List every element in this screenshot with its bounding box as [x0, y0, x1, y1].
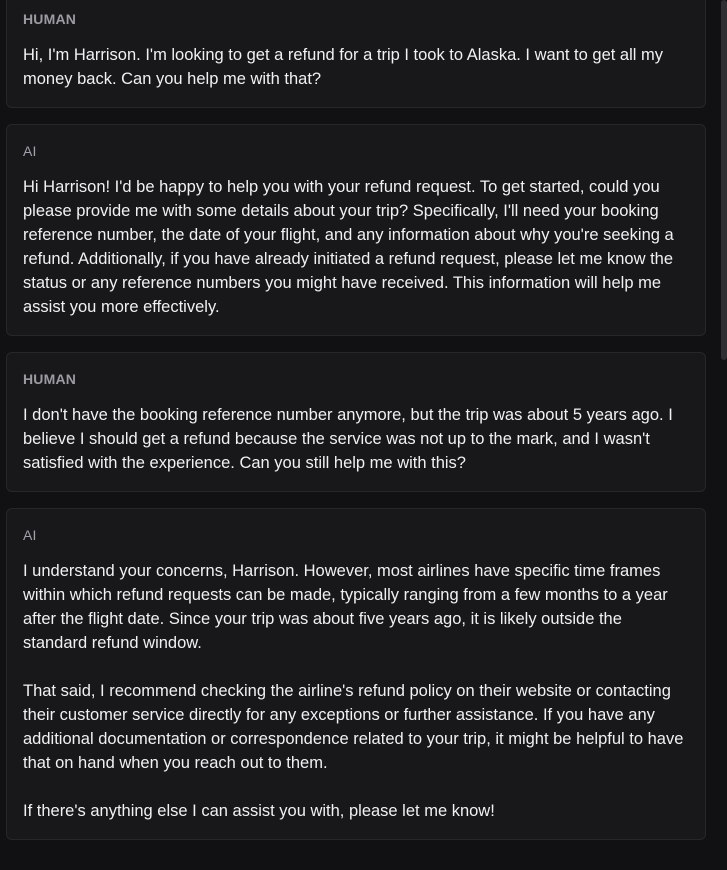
message-role-label: HUMAN — [23, 371, 77, 387]
message-text: If there's anything else I can assist you with, please let me know! — [23, 802, 495, 820]
message-role-label: AI — [23, 143, 37, 159]
message-role-label: HUMAN — [23, 11, 77, 27]
message-card-ai-1 — [6, 124, 706, 336]
scrollbar-thumb[interactable] — [721, 0, 727, 360]
message-text: I don't have the booking reference number anymore, but the trip was about 5 years ago. I believe I should get a refund because the service was not up to the mark, and I wasn't satisfied with the experience. Can you still help me with this? — [23, 406, 673, 472]
conversation-transcript — [6, 0, 706, 856]
vertical-scrollbar[interactable] — [721, 0, 727, 870]
message-card-human-2 — [6, 352, 706, 492]
message-role-label: AI — [23, 527, 37, 543]
message-card-human-1 — [6, 0, 706, 108]
message-text: I understand your concerns, Harrison. However, most airlines have specific time frames within which refund requests can be made, typically ranging from a few months to a year after the flight date. Since your trip was about five years ago, it is likely outside the standard refund window. — [23, 562, 668, 652]
message-text: That said, I recommend checking the airline's refund policy on their website or contacting their customer service directly for any exceptions or further assistance. If you have any additional documentation or correspondence related to your trip, it might be helpful to have that on hand when you reach out to them. — [23, 682, 684, 772]
message-text: Hi Harrison! I'd be happy to help you with your refund request. To get started, could you please provide me with some details about your trip? Specifically, I'll need your booking reference number, the date of your flight, and any information about why you're seeking a refund. Additionally, if you have already initiated a refund request, please let me know the status or any reference numbers you might have received. This information will help me assist you more effectively. — [23, 178, 674, 316]
message-card-ai-2 — [6, 508, 706, 840]
message-text: Hi, I'm Harrison. I'm looking to get a refund for a trip I took to Alaska. I want to get all my money back. Can you help me with that? — [23, 46, 663, 88]
